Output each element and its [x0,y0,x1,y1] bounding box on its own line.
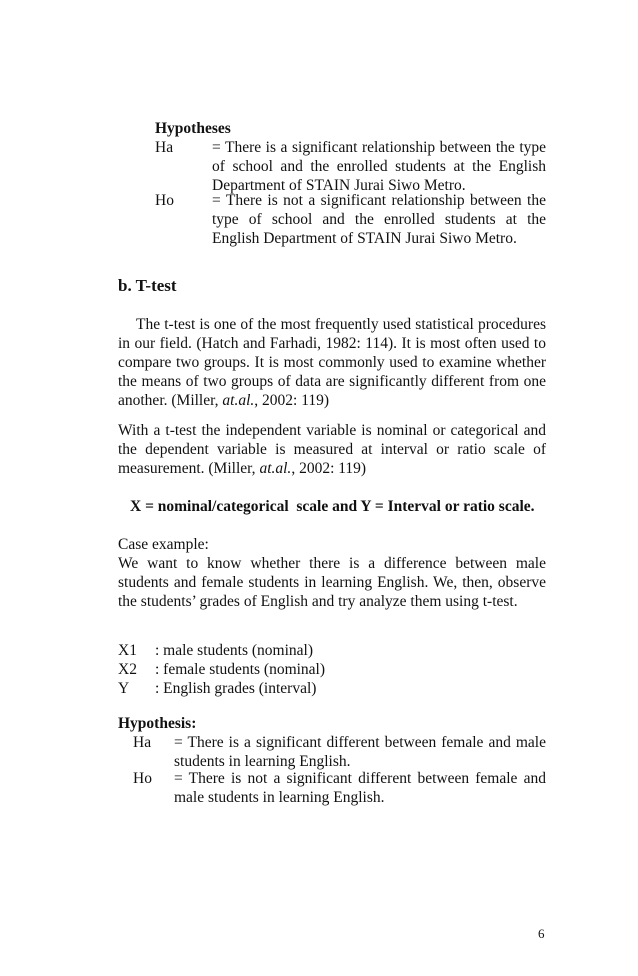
paragraph-text: With a t-test the independent variable is nominal or categorical and the dependent variable is measured at interval or ratio scale of measurement. [118,422,546,477]
variable-symbol: X1 [118,642,137,659]
hypothesis-title: Hypothesis: [118,715,197,732]
formula-line: X = nominal/categorical scale and Y = Interval or ratio scale. [130,498,535,515]
ho-label: Ho [155,192,174,209]
citation-etal: at.al. [259,460,292,477]
variable-symbol: X2 [118,661,137,678]
paragraph-text: The t-test is one of the most frequently used statistical procedures in our field. (Hatch and Farhadi, 1982: 114). It is most often used to compare two groups. It is most commonly used to examine whether the means of two groups of data are significantly different from one another. [118,316,546,409]
citation-author: (Miller, [171,392,219,409]
ho-label: Ho [133,770,152,787]
variable-desc: : male students (nominal) [155,642,313,659]
ha-text: = There is a significant different between female and male students in learning English. [174,734,546,770]
citation-year: , 2002: 119) [291,460,367,477]
section-heading: b. T-test [118,276,177,295]
page-number: 6 [538,926,545,941]
citation [208,460,366,477]
ho-text: = There is not a significant different between female and male students in learning English. [174,770,546,806]
hypotheses-title: Hypotheses [155,120,231,137]
ha-text: = There is a significant relationship between the type of school and the enrolled students at the English Department of STAIN Jurai Siwo Metro. [212,139,546,194]
variable-desc: : female students (nominal) [155,661,326,678]
ha-label: Ha [155,139,174,156]
variable-desc: : English grades (interval) [155,680,317,697]
paragraph-ttest-variables [118,421,546,478]
ha-label: Ha [133,734,152,751]
citation-author: (Miller, [208,460,256,477]
citation-etal: at.al. [222,392,255,409]
citation [171,392,329,409]
case-example-text: We want to know whether there is a difference between male students and female students in learning English. We, then, observe the students’ grades of English and try analyze them using t-test. [118,555,546,610]
citation-year: , 2002: 119) [254,392,330,409]
variable-symbol: Y [118,680,130,697]
ho-text: = There is not a significant relationship between the type of school and the enrolled students at the English Department of STAIN Jurai Siwo Metro. [212,192,546,247]
case-example-label: Case example: [118,536,209,553]
paragraph-ttest-definition [118,315,546,410]
